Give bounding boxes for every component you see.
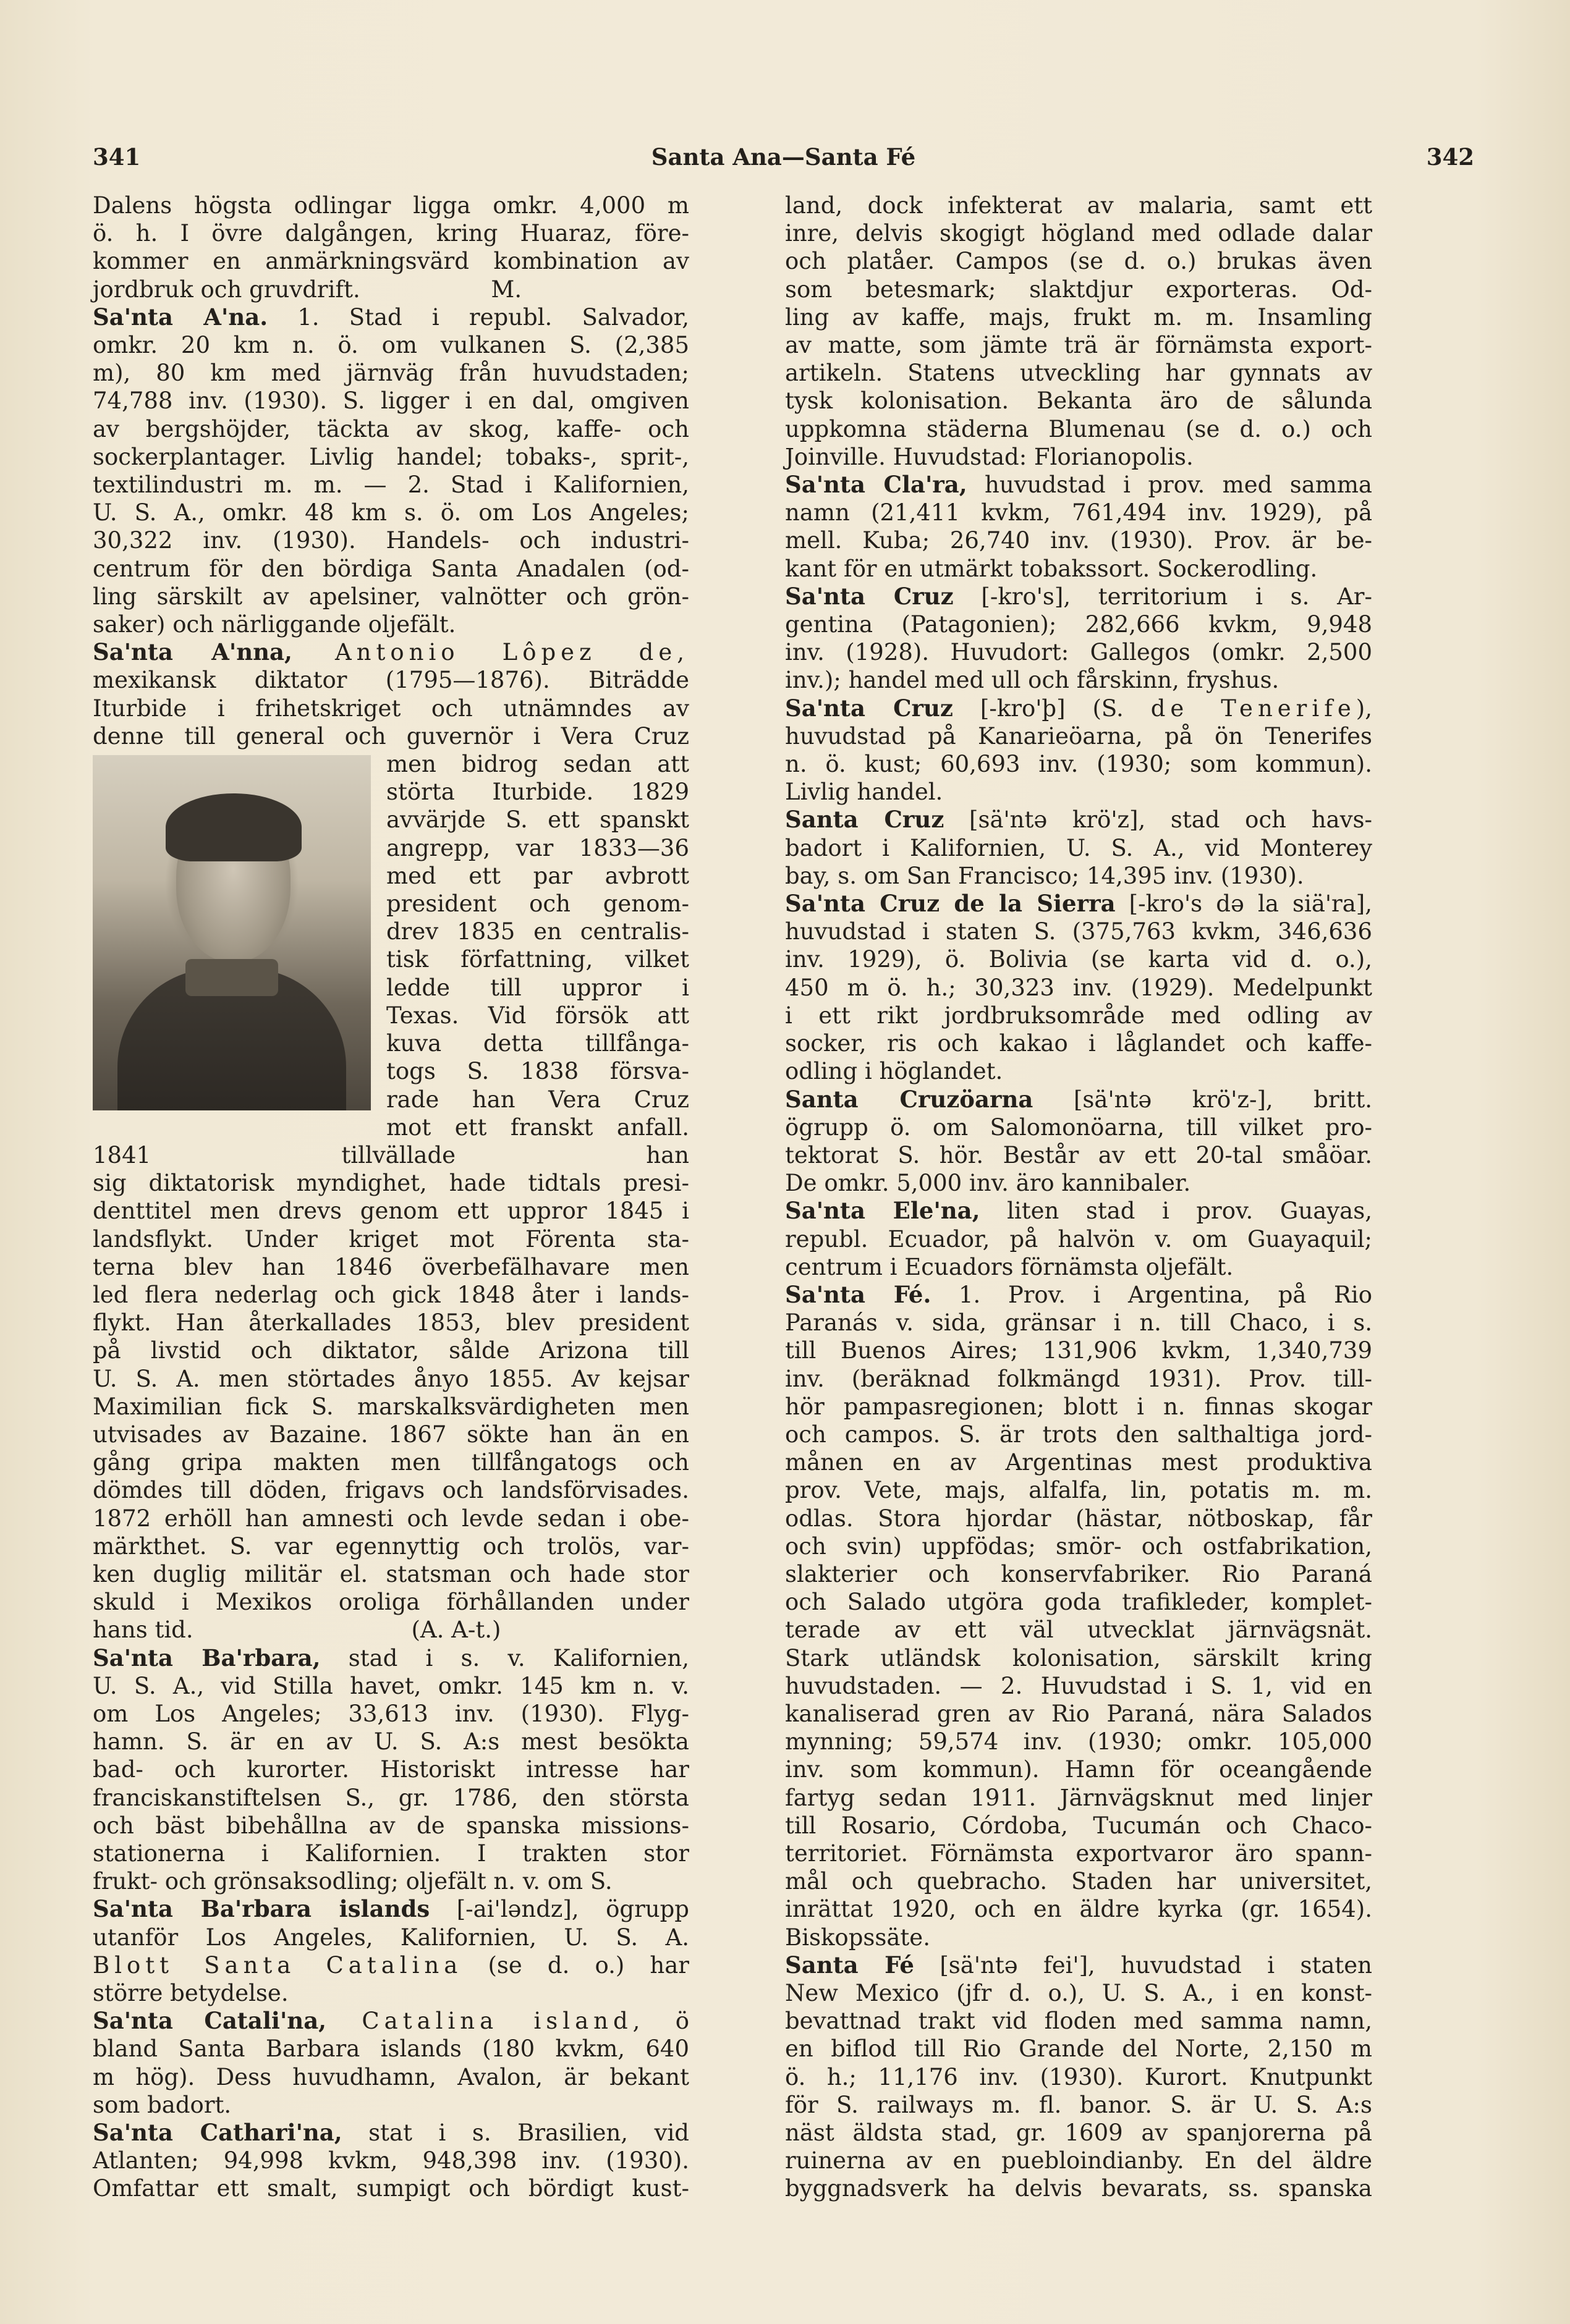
text-line: utvisades av Bazaine. 1867 sökte han än en [93,1421,689,1448]
text-line: av matte, som jämte trä är förnämsta export- [785,332,1372,359]
text-line: men bidrog sedan att [386,751,689,778]
text-line: bad- och kurorter. Historiskt intresse har [93,1756,689,1783]
text-span: ), [1356,695,1372,722]
text-line: president och genom- [386,890,689,918]
text-line: Livlig handel. [785,779,943,806]
text-line: rade han Vera Cruz [386,1086,689,1113]
text-line: Maximilian fick S. marskalksvärdigheten men [93,1393,689,1420]
text-line: ruinerna av en puebloindianby. En del äldre [785,2147,1372,2174]
entry-santa-fe-arg-line [785,1281,1372,1309]
spaced-name: Antonio Lôpez de, [292,639,689,666]
text-line: angrepp, var 1833—36 [386,834,689,861]
entry-headword: Sa'nta Catali'na, [93,2007,327,2035]
text-line: Omfattar ett smalt, sumpigt och bördigt kust- [93,2175,689,2202]
text-line: textilindustri m. m. — 2. Stad i Kalifornien, [93,471,689,499]
spaced-name: de Tenerife [1150,695,1356,722]
entry-santa-clara-line [785,471,1372,499]
text-line: Stark utländsk kolonisation, särskilt kring [785,1644,1372,1671]
text-line: utanför Los Angeles, Kalifornien, U. S. A. [93,1924,689,1951]
text-line: näst äldsta stad, gr. 1609 av spanjorerna på [785,2119,1372,2147]
entry-headword: Santa Cruzöarna [785,1085,1033,1113]
text-span: [sä'ntə krö'z-], britt. [1033,1086,1373,1113]
text-line: ling av kaffe, majs, frukt m. m. Insamling [785,303,1372,331]
portrait-hair [166,793,302,861]
text-line: på livstid och diktator, sålde Arizona till [93,1337,689,1364]
text-line: bland Santa Barbara islands (180 kvkm, 640 [93,2035,689,2063]
text-line: inre, delvis skogigt högland med odlade dalar [785,220,1372,247]
text-line: sockerplantager. Livlig handel; tobaks-, sprit-, [93,443,689,470]
text-line: territoriet. Förnämsta exportvaror äro spann- [785,1840,1372,1867]
text-line: om Los Angeles; 33,613 inv. (1930). Flyg- [93,1700,689,1727]
text-line: franciskanstiftelsen S., gr. 1786, den största [93,1784,689,1811]
text-span: [-ai'ləndz], ögrupp [430,1896,689,1923]
text-line: Atlanten; 94,998 kvkm, 948,398 inv. (1930). [93,2147,689,2174]
text-line: till Rosario, Córdoba, Tucumán och Chaco- [785,1812,1372,1839]
text-line: land, dock infekterat av malaria, samt ett [785,192,1372,219]
text-line: Biskopssäte. [785,1924,930,1951]
text-line: hans tid. (A. A-t.) [93,1616,501,1644]
entry-headword: Sa'nta Cruz [785,582,954,610]
entry-santa-anna-line [93,638,689,666]
text-line: mexikansk diktator (1795—1876). Biträdde [93,667,689,694]
text-line: och campos. S. är trots den salthaltiga jord- [785,1421,1372,1448]
entry-santa-cruz-ca-line [785,806,1372,834]
text-line: terade av ett väl utvecklat järnvägsnät. [785,1616,1372,1644]
text-line: 30,322 inv. (1930). Handels- och industri- [93,527,689,554]
text-line: tektorat S. hör. Består av ett 20-tal småöar. [785,1141,1372,1168]
entry-santa-catharina-line [93,2119,689,2147]
text-line: U. S. A. men störtades ånyo 1855. Av kejsar [93,1365,689,1392]
text-line: kanaliserad gren av Rio Paraná, nära Salados [785,1700,1372,1727]
text-line: socker, ris och kakao i låglandet och kaffe- [785,1030,1372,1057]
entry-headword: Santa Cruz [785,806,944,834]
text-line: De omkr. 5,000 inv. äro kannibaler. [785,1170,1191,1197]
text-line: jordbruk och gruvdrift. M. [93,276,522,303]
entry-headword: Sa'nta Cruz de la Sierra [785,890,1116,918]
text-line: namn (21,411 kvkm, 761,494 inv. 1929), på [785,499,1372,526]
text-span: [sä'ntə krö'z], stad och havs- [944,806,1372,834]
text-line: inrättat 1920, och en äldre kyrka (gr. 1654). [785,1896,1372,1923]
text-line: som badort. [93,2091,232,2118]
text-span: [sä'ntə fei'], huvudstad i staten [914,1951,1372,1979]
entry-santa-cruz-tenerife-line [785,695,1372,722]
text-line: tysk kolonisation. Bekanta äro de sålunda [785,387,1372,415]
entry-headword: Sa'nta Cla'ra, [785,471,967,499]
text-span: (se d. o.) har [462,1951,689,1979]
text-line: en biflod till Rio Grande del Norte, 2,150 m [785,2035,1372,2063]
text-line: odlas. Stora hjordar (hästar, nötboskap, får [785,1505,1372,1532]
entry-santa-catalina-line [93,2007,689,2035]
text-line: dömdes till döden, frigavs och landsförvisades. [93,1477,689,1504]
text-line: denne till general och guvernör i Vera Cruz [93,722,689,750]
text-line: centrum för den bördiga Santa Anadalen (od- [93,555,689,582]
text-line: badort i Kalifornien, U. S. A., vid Monterey [785,834,1372,861]
text-line: månen en av Argentinas mest produktiva [785,1449,1372,1476]
portrait-collar [185,959,278,996]
text-span: stat i s. Brasilien, vid [342,2119,689,2147]
text-line: och svin) uppfödas; smör- och ostfabrikation, [785,1532,1372,1560]
text-line: m hög). Dess huvudhamn, Avalon, är bekant [93,2063,689,2090]
portrait-image [93,755,371,1110]
text-line: huvudstaden. — 2. Huvudstad i S. 1, vid en [785,1672,1372,1699]
text-line: och Salado utgöra goda trafikleder, komplet- [785,1589,1372,1616]
text-span: huvudstad i prov. med samma [967,471,1372,499]
entry-headword: Sa'nta Cruz [785,694,953,722]
text-line: republ. Ecuador, på halvön v. om Guayaquil; [785,1225,1372,1253]
page-number-right: 342 [1426,143,1474,171]
text-line: artikeln. Statens utveckling har gynnats av [785,360,1372,387]
entry-santa-ana-line [93,303,689,331]
entry-headword: Sa'nta A'na. [93,303,268,331]
text-line: New Mexico (jfr d. o.), U. S. A., i en konst- [785,1980,1372,2006]
text-line: Iturbide i frihetskriget och utnämndes av [93,695,689,722]
text-line: m), 80 km med järnväg från huvudstaden; [93,360,689,387]
entry-santa-cruz-sierra-line [785,890,1372,918]
text-span: ö [645,2008,689,2035]
text-line: ögrupp ö. om Salomonöarna, till vilket pro- [785,1113,1372,1141]
text-line: och platåer. Campos (se d. o.) brukas även [785,248,1372,275]
text-line: inv. (beräknad folkmängd 1931). Prov. till- [785,1365,1372,1392]
text-line: ling särskilt av apelsiner, valnötter och grön- [93,583,689,610]
text-line: odling i höglandet. [785,1058,1003,1085]
text-line: avvärjde S. ett spanskt [386,806,689,834]
text-line: landsflykt. Under kriget mot Förenta sta- [93,1225,689,1253]
spaced-name: Catalina island, [326,2008,645,2035]
text-span: [-kro's], territorium i s. Ar- [953,583,1372,610]
text-line: som betesmark; slaktdjur exporteras. Od- [785,276,1372,303]
text-span: [-kro'þ] (S. [953,695,1151,722]
text-line: uppkomna städerna Blumenau (se d. o.) och [785,415,1372,442]
text-line: kant för en utmärkt tobakssort. Sockerodling. [785,555,1318,582]
text-line: mål och quebracho. Staden har universitet, [785,1868,1372,1895]
text-line: Dalens högsta odlingar ligga omkr. 4,000 m [93,192,689,219]
text-line: av bergshöjder, täckta av skog, kaffe- och [93,415,689,442]
text-line: sig diktatorisk myndighet, hade tidtals presi- [93,1170,689,1197]
text-line: ledde till uppror i [386,974,689,1001]
text-line: och bäst bibehållna av de spanska missions- [93,1812,689,1839]
text-line: hör pampasregionen; blott i n. finnas skogar [785,1393,1372,1420]
text-line: flykt. Han återkallades 1853, blev president [93,1309,689,1337]
text-span: stad i s. v. Kalifornien, [320,1644,689,1671]
running-title: Santa Ana—Santa Fé [651,143,916,171]
text-line: huvudstad på Kanarieöarna, på ön Tenerifes [785,722,1372,750]
text-line: terna blev han 1846 överbefälhavare men [93,1253,689,1280]
text-line: mynning; 59,574 inv. (1930; omkr. 105,000 [785,1728,1372,1756]
text-span: liten stad i prov. Guayas, [980,1198,1372,1225]
text-line: ö. h. I övre dalgången, kring Huaraz, före- [93,220,689,247]
text-line [93,1951,689,1979]
entry-santa-cruz-arg-line [785,583,1372,611]
text-line: ö. h.; 11,176 inv. (1930). Kurort. Knutpunkt [785,2063,1372,2090]
entry-santa-cruz-islands-line [785,1086,1372,1113]
entry-headword: Santa Fé [785,1951,914,1979]
text-line: n. ö. kust; 60,693 inv. (1930; som kommun). [785,751,1372,778]
text-line: inv. (1928). Huvudort: Gallegos (omkr. 2,500 [785,639,1372,666]
text-span: 1. Stad i republ. Salvador, [268,303,689,331]
text-line: bevattnad trakt vid floden med samma namn, [785,2008,1372,2035]
text-line: störta Iturbide. 1829 [386,779,689,806]
text-line: mot ett franskt anfall. [386,1113,689,1141]
text-line: bay, s. om San Francisco; 14,395 inv. (1930). [785,862,1304,889]
text-line: 1872 erhöll han amnesti och levde sedan i obe- [93,1505,689,1532]
text-line: 1841 tillvällade han [93,1141,689,1168]
spaced-name: Blott Santa Catalina [93,1951,463,1979]
text-line: inv. 1929), ö. Bolivia (se karta vid d. o.), [785,946,1372,973]
entry-santa-fe-nm-line [785,1951,1372,1979]
page-header [93,143,1474,180]
text-line: inv.); handel med ull och fårskinn, fryshus. [785,667,1279,694]
entry-headword: Sa'nta Ba'rbara islands [93,1895,430,1923]
text-line: drev 1835 en centralis- [386,918,689,945]
text-line: omkr. 20 km n. ö. om vulkanen S. (2,385 [93,332,689,359]
text-line: stationerna i Kalifornien. I trakten stor [93,1840,689,1867]
text-line: gång gripa makten men tillfångatogs och [93,1449,689,1476]
entry-santa-barbara-line [93,1644,689,1672]
text-span: 1. Prov. i Argentina, på Rio [931,1281,1372,1308]
text-line: huvudstad i staten S. (375,763 kvkm, 346,636 [785,918,1372,945]
entry-headword: Sa'nta Fé. [785,1280,931,1308]
text-line: märkthet. S. var egennyttig och trolös, var- [93,1532,689,1560]
text-line: inv. som kommun). Hamn för oceangående [785,1756,1372,1783]
text-line: Joinville. Huvudstad: Florianopolis. [785,443,1194,470]
text-line: ken duglig militär el. statsman och hade stor [93,1560,689,1587]
text-line: centrum i Ecuadors förnämsta oljefält. [785,1253,1234,1280]
text-line: led flera nederlag och gick 1848 åter i lands- [93,1281,689,1308]
text-line: slakterier och konservfabriker. Rio Paraná [785,1560,1372,1587]
text-line: skuld i Mexikos oroliga förhållanden under [93,1589,689,1616]
entry-headword: Sa'nta Ba'rbara, [93,1644,321,1671]
text-line: Texas. Vid försök att [386,1002,689,1029]
entry-santa-elena-line [785,1197,1372,1225]
right-column [785,192,1372,2203]
text-line: U. S. A., vid Stilla havet, omkr. 145 km n. v. [93,1672,689,1699]
text-line: saker) och närliggande oljefält. [93,611,456,638]
text-line: med ett par avbrott [386,862,689,889]
text-line: fartyg sedan 1911. Järnvägsknut med linjer [785,1784,1372,1811]
text-line: för S. railways m. fl. banor. S. är U. S. A:s [785,2091,1372,2118]
text-line: tisk författning, vilket [386,946,689,973]
entry-santa-barbara-islands-line [93,1895,689,1923]
text-line: kommer en anmärkningsvärd kombination av [93,248,689,275]
text-line: hamn. S. är en av U. S. A:s mest besökta [93,1728,689,1756]
text-line: 450 m ö. h.; 30,323 inv. (1929). Medelpunkt [785,974,1372,1001]
text-line: frukt- och grönsaksodling; oljefält n. v. om S. [93,1868,613,1895]
text-line: kuva detta tillfånga- [386,1030,689,1057]
text-line: gentina (Patagonien); 282,666 kvkm, 9,948 [785,611,1372,638]
text-line: prov. Vete, majs, alfalfa, lin, potatis m. m. [785,1477,1372,1504]
text-line: större betydelse. [93,1980,289,2006]
text-line: mell. Kuba; 26,740 inv. (1930). Prov. är be- [785,527,1372,554]
text-span: [-kro's də la siä'ra], [1115,890,1372,918]
text-line: U. S. A., omkr. 48 km s. ö. om Los Angeles; [93,499,689,526]
text-line: 74,788 inv. (1930). S. ligger i en dal, omgiven [93,387,689,415]
page-number-left: 341 [93,143,141,171]
text-line: Paranás v. sida, gränsar i n. till Chaco, i s. [785,1309,1372,1337]
text-line: togs S. 1838 försva- [386,1058,689,1085]
entry-headword: Sa'nta A'nna, [93,638,292,666]
text-line: denttitel men drevs genom ett uppror 1845 i [93,1198,689,1225]
text-line: i ett rikt jordbruksområde med odling av [785,1002,1372,1029]
left-column [93,192,689,2203]
text-line: till Buenos Aires; 131,906 kvkm, 1,340,739 [785,1337,1372,1364]
entry-headword: Sa'nta Cathari'na, [93,2119,342,2147]
text-line: byggnadsverk ha delvis bevarats, ss. spanska [785,2175,1372,2202]
entry-headword: Sa'nta Ele'na, [785,1197,980,1225]
